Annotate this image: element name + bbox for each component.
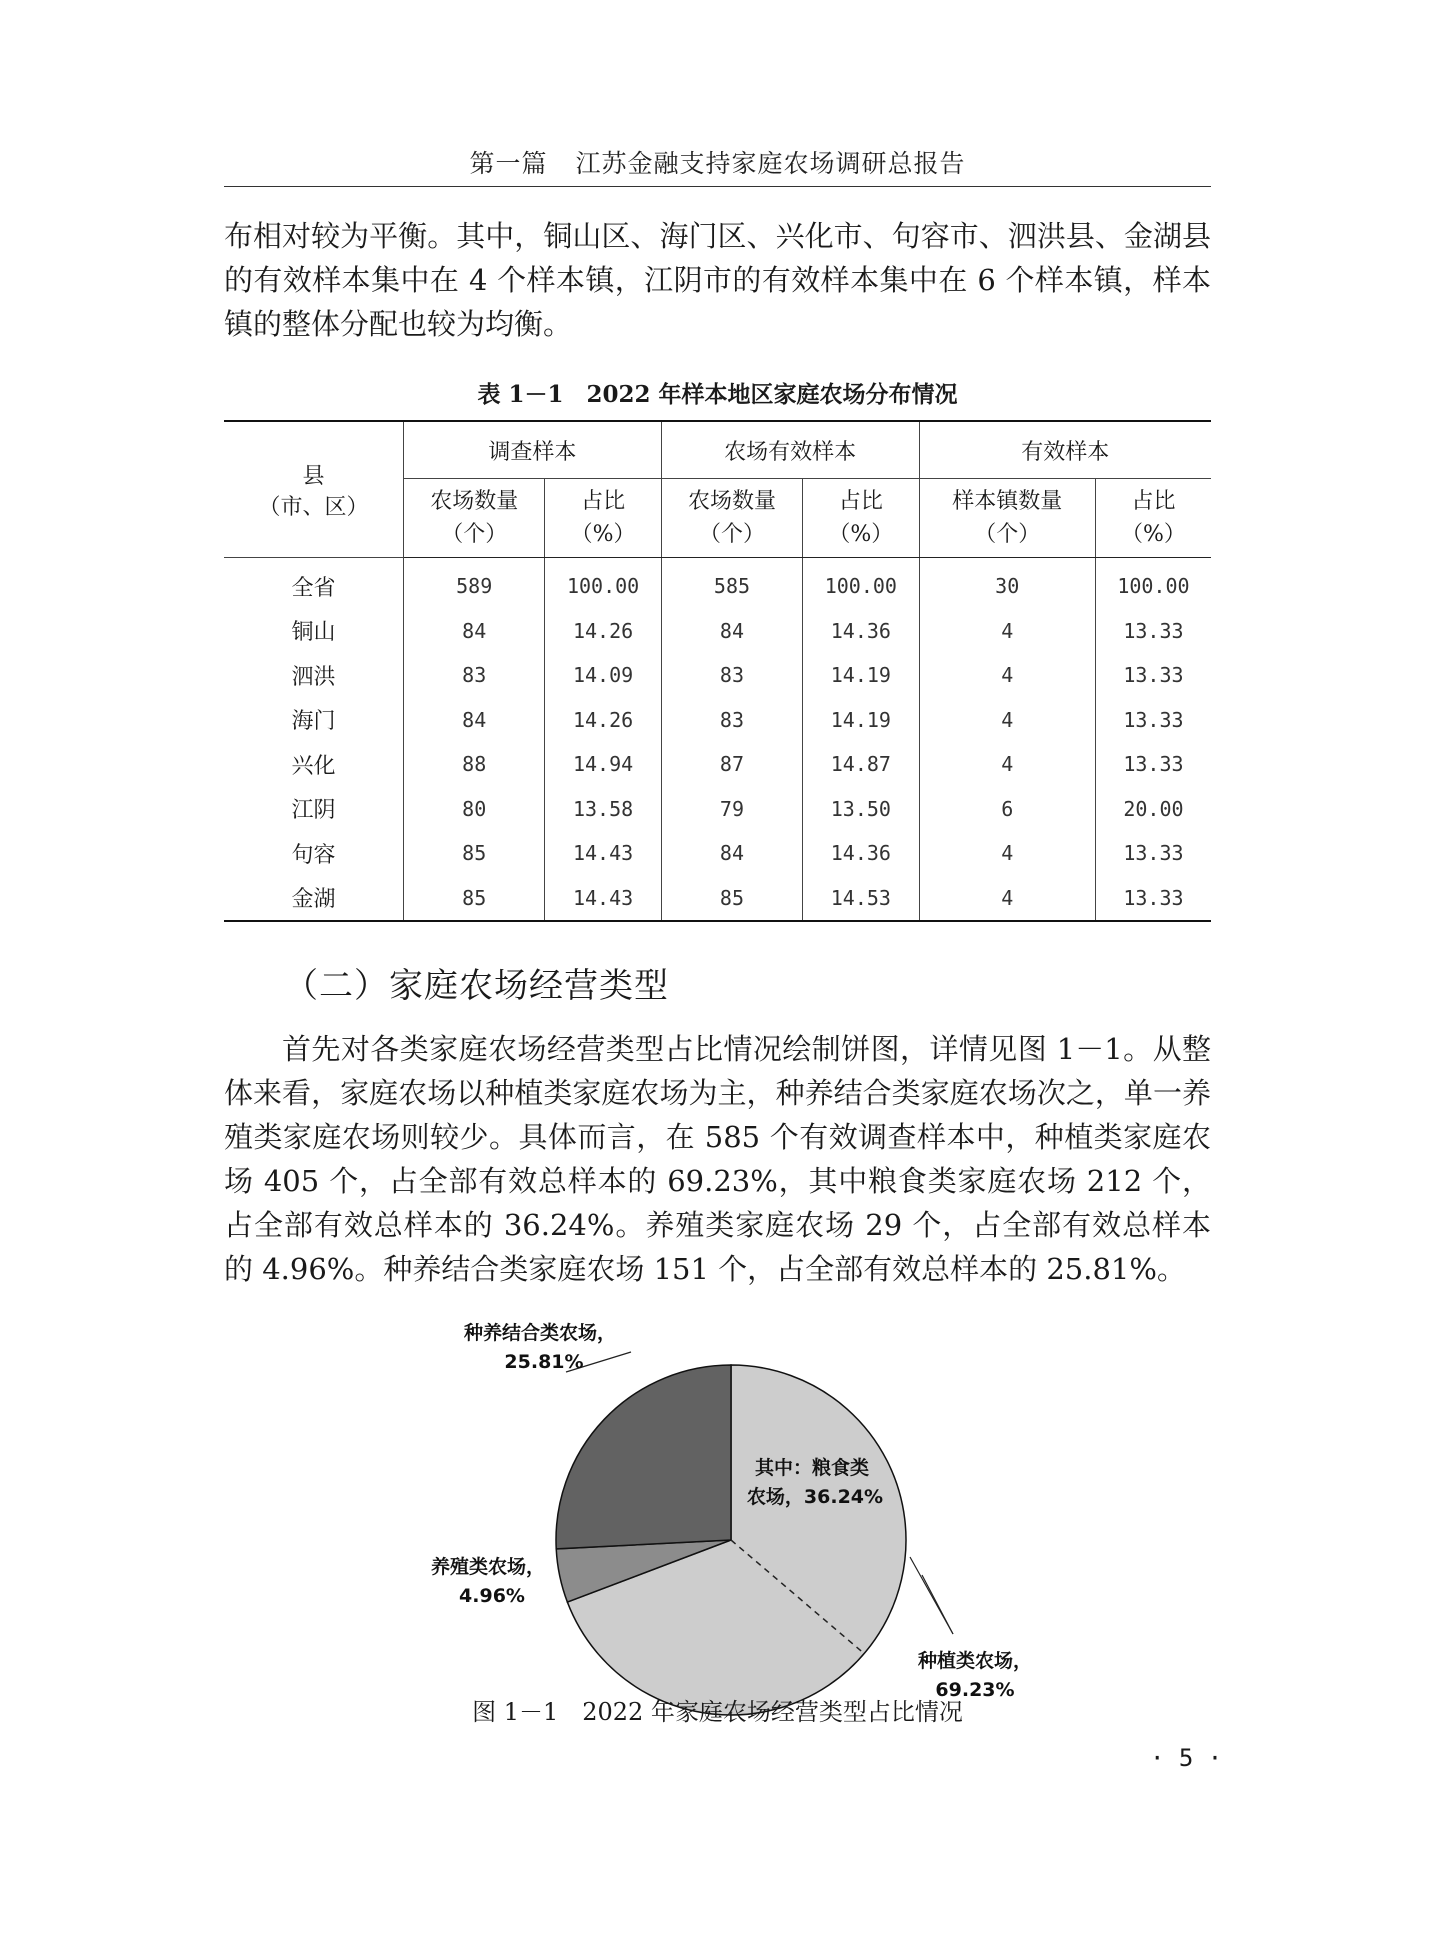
table-cell: 4: [919, 876, 1095, 922]
table-cell: 100.00: [545, 558, 661, 609]
subheader-line: 占比: [581, 489, 626, 514]
label-planting-value: 69.23%: [935, 1679, 1015, 1701]
table-cell: 83: [404, 653, 545, 698]
table-cell: 14.26: [545, 609, 661, 654]
table-cell: 14.36: [803, 831, 919, 876]
table-cell: 84: [404, 609, 545, 654]
table-cell: 4: [919, 653, 1095, 698]
slice-mixed: [556, 1365, 731, 1549]
label-grain-line1: 其中：粮食类: [754, 1457, 870, 1479]
table-cell: 6: [919, 787, 1095, 832]
table-cell: 13.33: [1095, 742, 1211, 787]
table-cell: 14.87: [803, 742, 919, 787]
table-cell: 14.19: [803, 698, 919, 743]
label-livestock-name: 养殖类农场，: [430, 1556, 546, 1578]
paragraph-body: 首先对各类家庭农场经营类型占比情况绘制饼图，详情见图 1－1。从整体来看，家庭农场以种植类家庭农场为主，种养结合类家庭农场次之，单一养殖类家庭农场则较少。具体而言，在 585 个有效调查样本中，种植类家庭农场 405 个，占全部有效总样本的 69.23%，其中粮食类家庭农场 212 个，占全部有效总样本的 36.24%。养殖类家庭农场 29 个，占全部有效总样本的 4.96%。种养结合类家庭农场 151 个，占全部有效总样本的 25.81%。: [224, 1032, 1211, 1286]
row-county: 海门: [291, 709, 336, 735]
table-cell: 87: [661, 742, 802, 787]
table-caption: 表 1－1 2022 年样本地区家庭农场分布情况: [477, 381, 958, 408]
paragraph-continued: 布相对较为平衡。其中，铜山区、海门区、兴化市、句容市、泗洪县、金湖县的有效样本集中在 4 个样本镇，江阴市的有效样本集中在 6 个样本镇，样本镇的整体分配也较为均衡。: [224, 219, 1211, 341]
row-county: 句容: [291, 842, 336, 868]
table-cell: 13.33: [1095, 653, 1211, 698]
table-cell: 14.36: [803, 609, 919, 654]
table-cell: 13.33: [1095, 698, 1211, 743]
table-cell: 14.53: [803, 876, 919, 922]
table-cell: 14.43: [545, 876, 661, 922]
table-cell: 30: [919, 558, 1095, 609]
label-mixed-value: 25.81%: [504, 1351, 584, 1373]
running-header-title: 江苏金融支持家庭农场调研总报告: [575, 149, 966, 178]
subheader-line: 占比: [838, 489, 883, 514]
label-livestock-value: 4.96%: [459, 1585, 525, 1607]
group-header-valid-farms: 农场有效样本: [661, 421, 919, 479]
table-cell: 20.00: [1095, 787, 1211, 832]
table-cell: 585: [661, 558, 802, 609]
table-cell: 13.33: [1095, 609, 1211, 654]
subheader-line: （%）: [828, 522, 894, 547]
table-cell: 84: [661, 831, 802, 876]
table-cell: 84: [404, 698, 545, 743]
table-cell: 83: [661, 698, 802, 743]
group-header-valid-samples: 有效样本: [919, 421, 1211, 479]
group-header-survey: 调查样本: [404, 421, 662, 479]
subheader-line: （个）: [698, 522, 765, 547]
table-cell: 14.94: [545, 742, 661, 787]
table-cell: 589: [404, 558, 545, 609]
county-header-line1: 县: [302, 463, 325, 489]
table-cell: 13.33: [1095, 831, 1211, 876]
running-header-part: 第一篇: [469, 149, 548, 178]
subheader-line: 占比: [1131, 489, 1176, 514]
label-mixed-name: 种养结合类农场，: [463, 1322, 617, 1344]
subheader-line: （个）: [974, 522, 1041, 547]
table-cell: 13.33: [1095, 876, 1211, 922]
table-cell: 100.00: [1095, 558, 1211, 609]
row-county: 江阴: [291, 798, 336, 824]
row-county: 全省: [291, 575, 336, 601]
table-cell: 84: [661, 609, 802, 654]
subheader-line: 农场数量: [687, 489, 776, 514]
subheader-line: 农场数量: [430, 489, 519, 514]
table-cell: 13.58: [545, 787, 661, 832]
table-cell: 79: [661, 787, 802, 832]
table-cell: 4: [919, 831, 1095, 876]
table-cell: 85: [404, 876, 545, 922]
subheader-line: （%）: [1120, 522, 1186, 547]
table-cell: 4: [919, 742, 1095, 787]
table-cell: 14.19: [803, 653, 919, 698]
subheader-line: （个）: [441, 522, 508, 547]
county-header-line2: （市、区）: [258, 494, 369, 520]
row-county: 兴化: [291, 753, 336, 779]
figure-caption: 图 1－1 2022 年家庭农场经营类型占比情况: [472, 1698, 963, 1726]
table-cell: 14.09: [545, 653, 661, 698]
row-county: 泗洪: [291, 664, 336, 690]
table-cell: 13.50: [803, 787, 919, 832]
table-cell: 85: [404, 831, 545, 876]
label-planting-name: 种植类农场，: [917, 1650, 1033, 1672]
table-cell: 83: [661, 653, 802, 698]
section-heading: （二）家庭农场经营类型: [284, 966, 669, 1006]
row-county: 金湖: [291, 887, 336, 913]
table-cell: 14.43: [545, 831, 661, 876]
leader-line-planting-2: [922, 1575, 953, 1634]
subheader-line: 样本镇数量: [952, 489, 1063, 514]
row-county: 铜山: [291, 620, 336, 646]
table-cell: 85: [661, 876, 802, 922]
page-number: · 5 ·: [1150, 1744, 1223, 1772]
table-cell: 4: [919, 698, 1095, 743]
table-cell: 88: [404, 742, 545, 787]
label-grain-line2: 农场，36.24%: [746, 1486, 884, 1508]
table-cell: 100.00: [803, 558, 919, 609]
table-cell: 4: [919, 609, 1095, 654]
table-cell: 80: [404, 787, 545, 832]
subheader-line: （%）: [570, 522, 636, 547]
table-cell: 14.26: [545, 698, 661, 743]
